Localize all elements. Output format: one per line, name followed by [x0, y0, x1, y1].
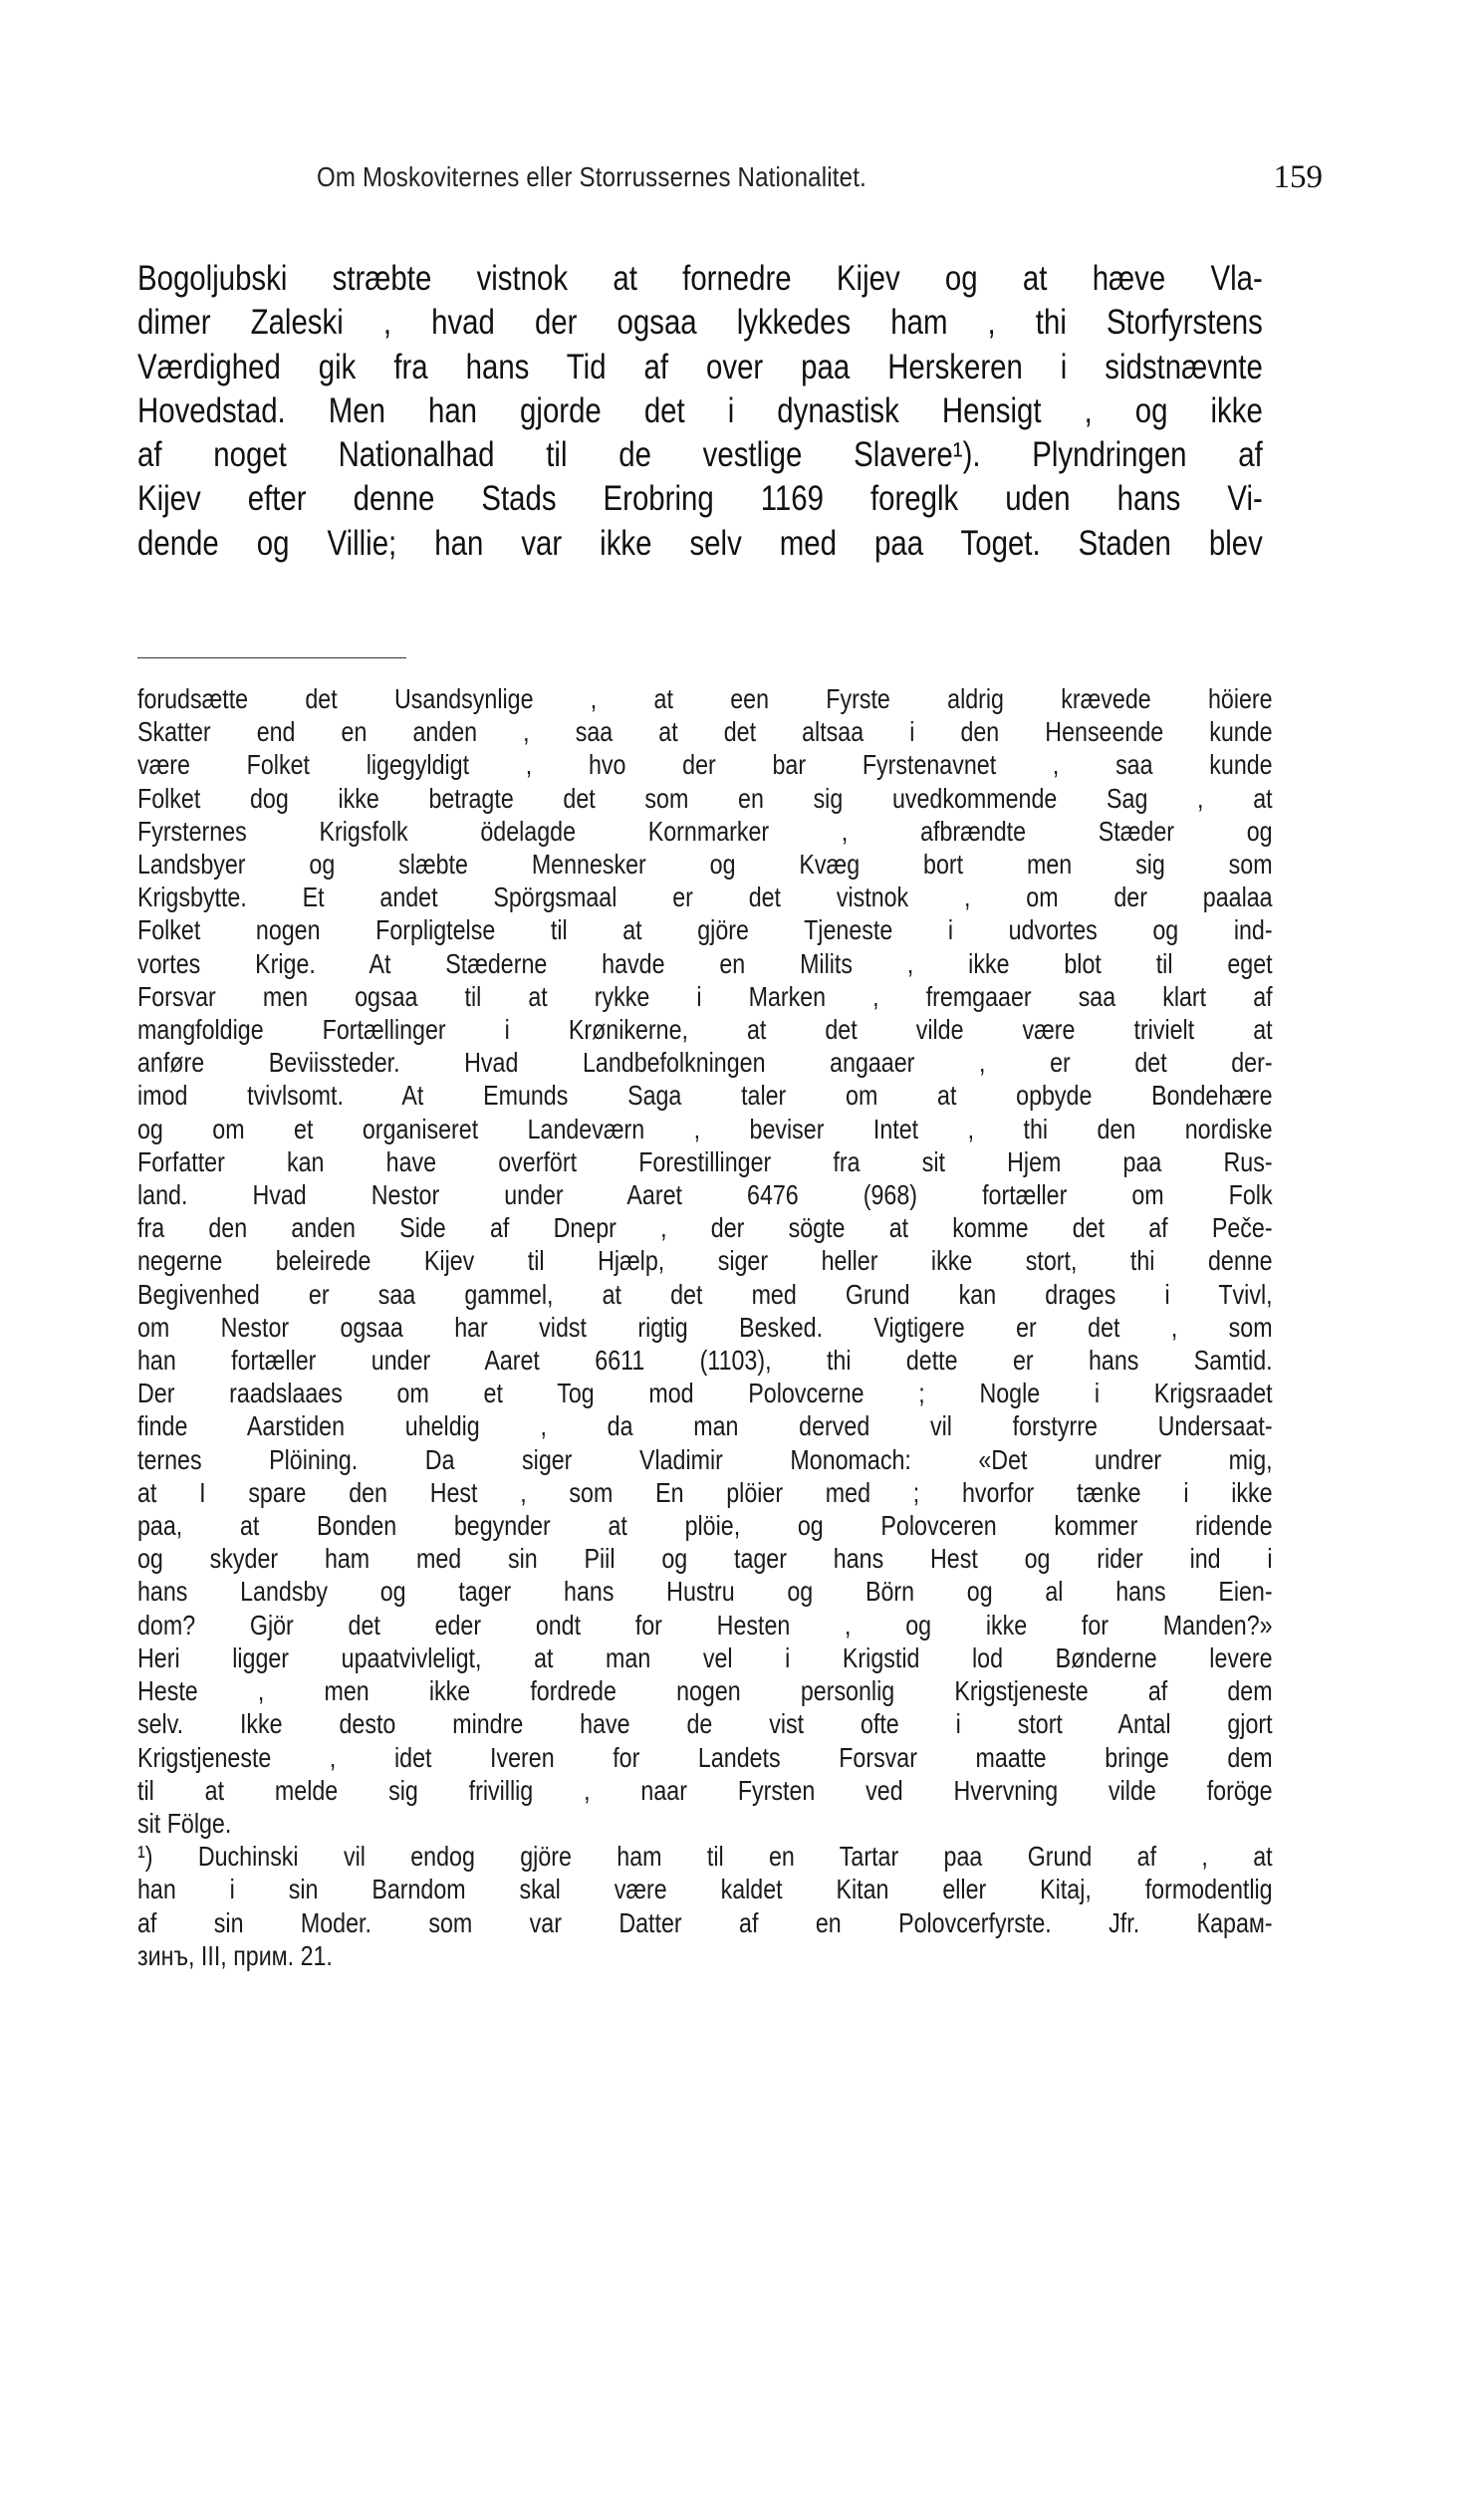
footnote-line: være Folket ligegyldigt , hvo der bar Fyrstenavnet , saa kunde [137, 749, 1273, 781]
footnote-line: han fortæller under Aaret 6611 (1103), thi dette er hans Samtid. [137, 1345, 1273, 1377]
footnote-line: han i sin Barndom skal være kaldet Kitan eller Kitaj, formodentlig [137, 1874, 1273, 1905]
footnote-line: Folket nogen Forpligtelse til at gjöre Tjeneste i udvortes og ind- [137, 914, 1273, 946]
footnote-line: sit Fölge. [137, 1807, 232, 1839]
footnote-line: selv. Ikke desto mindre have de vist ofte i stort Antal gjort [137, 1708, 1273, 1740]
footnote-divider [137, 657, 406, 658]
footnote-line: mangfoldige Fortællinger i Krønikerne, at det vilde være trivielt at [137, 1014, 1273, 1046]
footnote-line: paa, at Bonden begynder at plöie, og Polovceren kommer ridende [137, 1510, 1273, 1542]
footnote-line: og skyder ham med sin Piil og tager hans Hest og rider ind i [137, 1543, 1273, 1575]
footnote-line: negerne beleirede Kijev til Hjælp, siger heller ikke stort, thi denne [137, 1245, 1273, 1277]
body-line: dimer Zaleski , hvad der ogsaa lykkedes ham , thi Storfyrstens [137, 303, 1263, 343]
footnote-line: land. Hvad Nestor under Aaret 6476 (968) fortæller om Folk [137, 1179, 1273, 1211]
footnote-line: Forsvar men ogsaa til at rykke i Marken , fremgaaer saa klart af [137, 980, 1273, 1012]
footnote-line: og om et organiseret Landeværn , beviser Intet , thi den nordiske [137, 1113, 1273, 1144]
footnote-1-marker: ¹) [137, 1841, 153, 1873]
footnote-1-first-line: Duchinski vil endog gjöre ham til en Tartar paa Grund af , at [197, 1841, 1273, 1873]
footnote-line: Forfatter kan have overfört Forestillinger fra sit Hjem paa Rus- [137, 1145, 1273, 1177]
main-body-text [137, 257, 1263, 566]
footnote-line: ternes Plöining. Da siger Vladimir Monomach: «Det undrer mig, [137, 1443, 1273, 1475]
footnote-line: Der raadslaaes om et Tog mod Polovcerne ; Nogle i Krigsraadet [137, 1378, 1273, 1409]
body-line: Hovedstad. Men han gjorde det i dynastisk Hensigt , og ikke [137, 390, 1263, 430]
footnote-line: fra den anden Side af Dnepr , der sögte at komme det af Peče- [137, 1212, 1273, 1244]
footnote-line: Heri ligger upaatvivleligt, at man vel i Krigstid lod Bønderne levere [137, 1641, 1273, 1673]
footnote-line: vortes Krige. At Stæderne havde en Milits , ikke blot til eget [137, 947, 1273, 979]
footnote-line: om Nestor ogsaa har vidst rigtig Besked. Vigtigere er det , som [137, 1311, 1273, 1343]
footnote-line: Skatter end en anden , saa at det altsaa i den Henseende kunde [137, 716, 1273, 748]
footnote-line: hans Landsby og tager hans Hustru og Börn og al hans Eien- [137, 1576, 1273, 1608]
body-line: af noget Nationalhad til de vestlige Slavere¹). Plyndringen af [137, 435, 1263, 475]
footnote-line: anføre Beviissteder. Hvad Landbefolkningen angaaer , er det der- [137, 1047, 1273, 1079]
footnote-line: Krigsbytte. Et andet Spörgsmaal er det vistnok , om der paalaa [137, 882, 1273, 913]
footnote-line: af sin Moder. som var Datter af en Polovcerfyrste. Jfr. Карам- [137, 1906, 1273, 1938]
footnote-line: Krigstjeneste , idet Iveren for Landets Forsvar maatte bringe dem [137, 1741, 1273, 1773]
running-header [267, 161, 1323, 201]
running-title: Om Moskoviternes eller Storrussernes Nationalitet. [317, 161, 866, 192]
footnote-line: Landsbyer og slæbte Mennesker og Kvæg bort men sig som [137, 849, 1273, 881]
body-line: Bogoljubski stræbte vistnok at fornedre Kijev og at hæve Vla- [137, 259, 1263, 298]
footnote-1 [137, 1840, 1273, 1873]
footnote-line: finde Aarstiden uheldig , da man derved vil forstyrre Undersaat- [137, 1410, 1273, 1442]
footnote-line: at I spare den Hest , som En plöier med ; hvorfor tænke i ikke [137, 1476, 1273, 1508]
footnotes-block [137, 682, 1273, 1972]
footnote-line: Heste , men ikke fordrede nogen personlig Krigstjeneste af dem [137, 1675, 1273, 1707]
footnote-line: Begivenhed er saa gammel, at det med Grund kan drages i Tvivl, [137, 1278, 1273, 1310]
body-line: dende og Villie; han var ikke selv med paa Toget. Staden blev [137, 523, 1263, 563]
footnote-line: Folket dog ikke betragte det som en sig uvedkommende Sag , at [137, 782, 1273, 814]
footnote-line: Fyrsternes Krigsfolk ödelagde Kornmarker , afbrændte Stæder og [137, 815, 1273, 847]
footnote-line: til at melde sig frivillig , naar Fyrsten ved Hvervning vilde foröge [137, 1774, 1273, 1806]
footnote-line: imod tvivlsomt. At Emunds Saga taler om at opbyde Bondehære [137, 1080, 1273, 1112]
body-line: Værdighed gik fra hans Tid af over paa Herskeren i sidstnævnte [137, 347, 1263, 386]
footnote-line: forudsætte det Usandsynlige , at een Fyrste aldrig krævede höiere [137, 683, 1273, 714]
body-line: Kijev efter denne Stads Erobring 1169 foreglk uden hans Vi- [137, 479, 1263, 519]
footnote-line: dom? Gjör det eder ondt for Hesten , og ikke for Manden?» [137, 1609, 1273, 1640]
footnote-line: зинъ, III, прим. 21. [137, 1939, 333, 1971]
page-number: 159 [1273, 159, 1323, 195]
